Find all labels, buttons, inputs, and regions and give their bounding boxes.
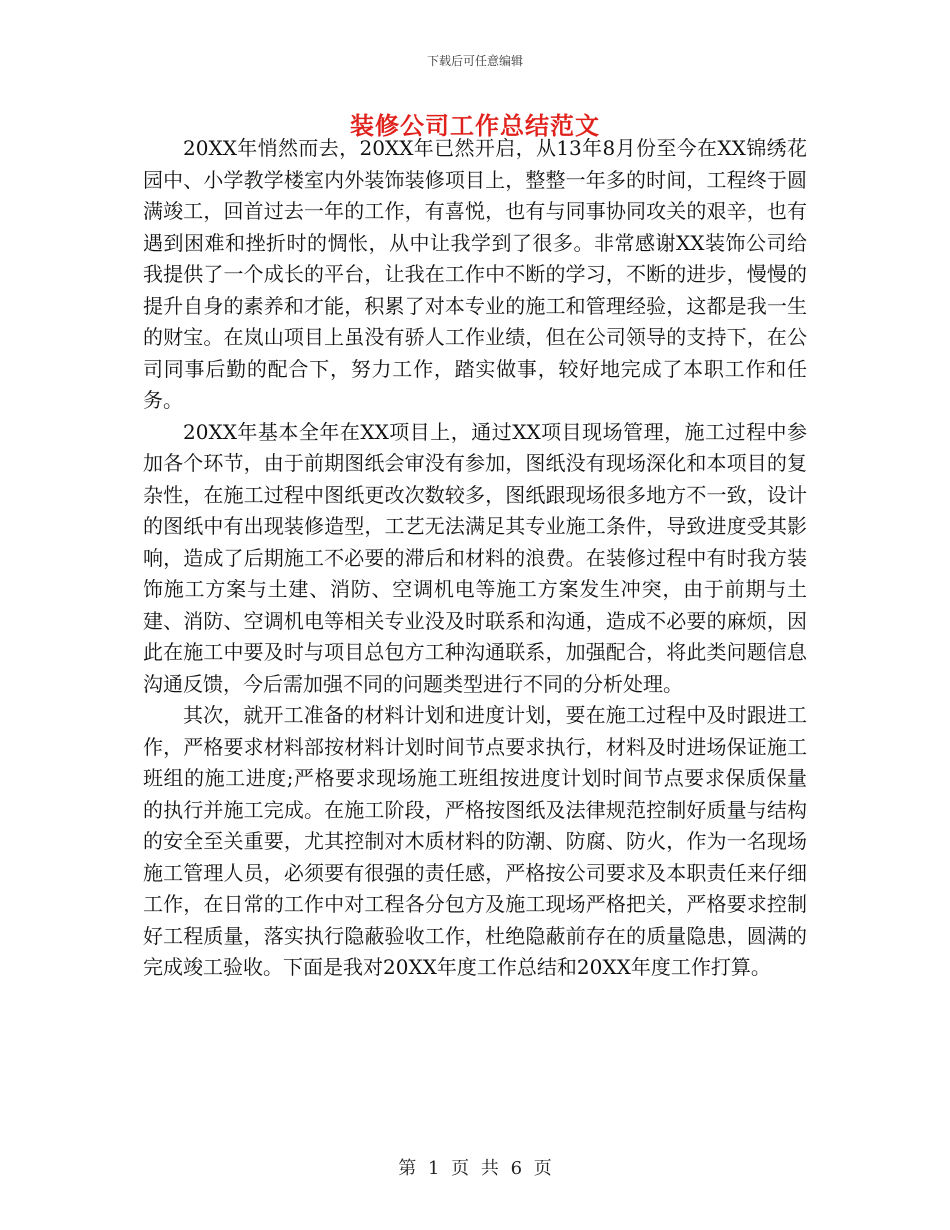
footer-label-unit-2: 页 xyxy=(533,1158,552,1179)
footer-total-pages: 6 xyxy=(510,1158,523,1179)
paragraph-2: 20XX年基本全年在XX项目上，通过XX项目现场管理，施工过程中参加各个环节，由于前期图纸会审没有参加，图纸没有现场深化和本项目的复杂性，在施工过程中图纸更改次数较多，图纸跟现场很多地方不一致，设计的图纸中有出现装修造型，工艺无法满足其专业施工条件，导致进度受其影响，造成了后期施工不必要的滞后和材料的浪费。在装修过程中有时我方装饰施工方案与土建、消防、空调机电等施工方案发生冲突，由于前期与土建、消防、空调机电等相关专业没及时联系和沟通，造成不必要的麻烦，因此在施工中要及时与项目总包方工种沟通联系，加强配合，将此类问题信息沟通反馈，今后需加强不同的问题类型进行不同的分析处理。 xyxy=(143,419,807,696)
footer-label-page: 第 xyxy=(398,1158,417,1179)
document-title: 装修公司工作总结范文 xyxy=(350,111,600,140)
page-footer xyxy=(0,1154,950,1180)
document-body xyxy=(143,133,807,984)
paragraph-3: 其次，就开工准备的材料计划和进度计划，要在施工过程中及时跟进工作，严格要求材料部按材料计划时间节点要求执行，材料及时进场保证施工班组的施工进度;严格要求现场施工班组按进度计划时间节点要求保质保量的执行并施工完成。在施工阶段，严格按图纸及法律规范控制好质量与结构的安全至关重要，尤其控制对木质材料的防潮、防腐、防火，作为一名现场施工管理人员，必须要有很强的责任感，严格按公司要求及本职责任来仔细工作，在日常的工作中对工程各分包方及施工现场严格把关，严格要求控制好工程质量，落实执行隐蔽验收工作，杜绝隐蔽前存在的质量隐患，圆满的完成竣工验收。下面是我对20XX年度工作总结和20XX年度工作打算。 xyxy=(143,703,807,979)
page-header-note: 下载后可任意编辑 xyxy=(426,54,523,68)
footer-current-page: 1 xyxy=(427,1158,440,1179)
paragraph-1: 20XX年悄然而去，20XX年已然开启，从13年8月份至今在XX锦绣花园中、小学教学楼室内外装饰装修项目上，整整一年多的时间，工程终于圆满竣工，回首过去一年的工作，有喜悦，也有与同事协同攻关的艰辛，也有遇到困难和挫折时的惆怅，从中让我学到了很多。非常感谢XX装饰公司给我提供了一个成长的平台，让我在工作中不断的学习，不断的进步，慢慢的提升自身的素养和才能，积累了对本专业的施工和管理经验，这都是我一生的财宝。在岚山项目上虽没有骄人工作业绩，但在公司领导的支持下，在公司同事后勤的配合下，努力工作，踏实做事，较好地完成了本职工作和任务。 xyxy=(143,136,807,412)
footer-label-total: 共 xyxy=(480,1158,499,1179)
footer-label-unit: 页 xyxy=(451,1158,470,1179)
